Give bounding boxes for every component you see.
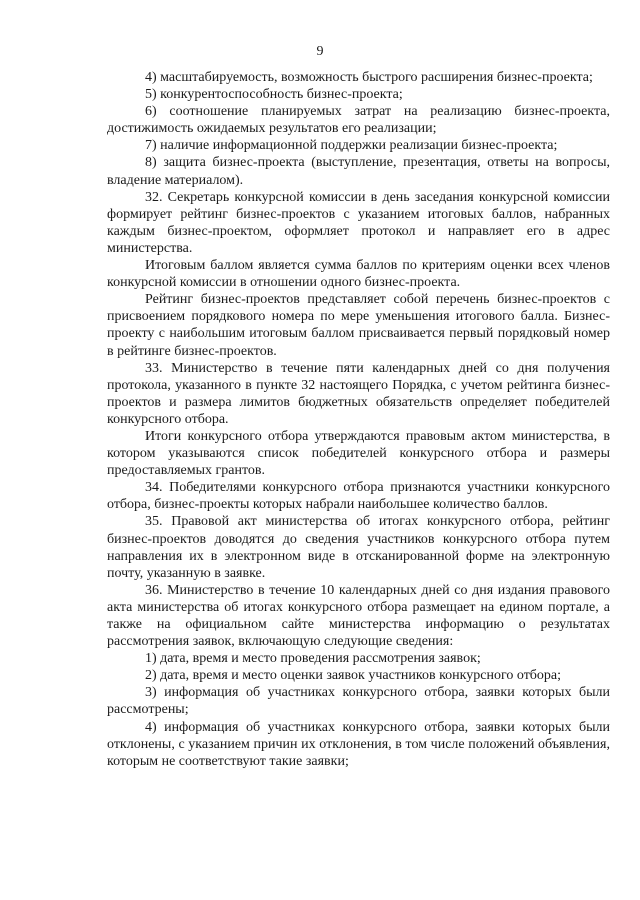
paragraph: 35. Правовой акт министерства об итогах конкурсного отбора, рейтинг бизнес-проектов доводятся до сведения участников конкурсного отбора путем направления их в электронном виде в отсканированной форме на электронную почту, указанную в заявке. <box>107 514 610 581</box>
paragraph: Рейтинг бизнес-проектов представляет собой перечень бизнес-проектов с присвоением порядкового номера по мере уменьшения итогового балла. Бизнес-проекту с наибольшим итоговым баллом присваивается первый порядковый номер в рейтинге бизнес-проектов. <box>107 292 610 359</box>
paragraph: 33. Министерство в течение пяти календарных дней со дня получения протокола, указанного в пункте 32 настоящего Порядка, с учетом рейтинга бизнес-проектов и размера лимитов бюджетных обязательств определяет победителей конкурсного отбора. <box>107 360 610 427</box>
paragraph: Итоги конкурсного отбора утверждаются правовым актом министерства, в котором указываются список победителей конкурсного отбора и размеры предоставляемых грантов. <box>107 428 610 479</box>
page-number: 9 <box>316 44 324 59</box>
paragraph: 6) соотношение планируемых затрат на реализацию бизнес-проекта, достижимость ожидаемых результатов его реализации; <box>107 104 610 137</box>
paragraph: 36. Министерство в течение 10 календарных дней со дня издания правового акта министерства об итогах конкурсного отбора размещает на едином портале, а также на официальном сайте министерства информацию о результатах рассмотрения заявок, включающую следующие сведения: <box>107 582 610 650</box>
paragraph: 8) защита бизнес-проекта (выступление, презентация, ответы на вопросы, владение материалом). <box>107 155 610 188</box>
paragraph: 32. Секретарь конкурсной комиссии в день заседания конкурсной комиссии формирует рейтинг бизнес-проектов с указанием итоговых баллов, набранных каждым бизнес-проектом, оформляет протокол и направляет его в адрес министерства. <box>107 189 610 256</box>
document-body <box>107 69 610 770</box>
paragraph: 2) дата, время и место оценки заявок участников конкурсного отбора; <box>145 668 562 684</box>
paragraph: 4) масштабируемость, возможность быстрого расширения бизнес-проекта; <box>145 70 593 85</box>
paragraph: 5) конкурентоспособность бизнес-проекта; <box>145 87 403 103</box>
paragraph: 1) дата, время и место проведения рассмотрения заявок; <box>145 651 481 667</box>
paragraph: 3) информация об участниках конкурсного отбора, заявки которых были рассмотрены; <box>107 685 610 718</box>
paragraph: 4) информация об участниках конкурсного отбора, заявки которых были отклонены, с указанием причин их отклонения, в том числе положений объявления, которым не соответствуют такие заявки; <box>107 719 610 769</box>
paragraph: 7) наличие информационной поддержки реализации бизнес-проекта; <box>145 138 558 154</box>
paragraph: Итоговым баллом является сумма баллов по критериям оценки всех членов конкурсной комиссии в отношении одного бизнес-проекта. <box>107 258 610 291</box>
paragraph: 34. Победителями конкурсного отбора признаются участники конкурсного отбора, бизнес-проекты которых набрали наибольшее количество баллов. <box>107 480 610 513</box>
